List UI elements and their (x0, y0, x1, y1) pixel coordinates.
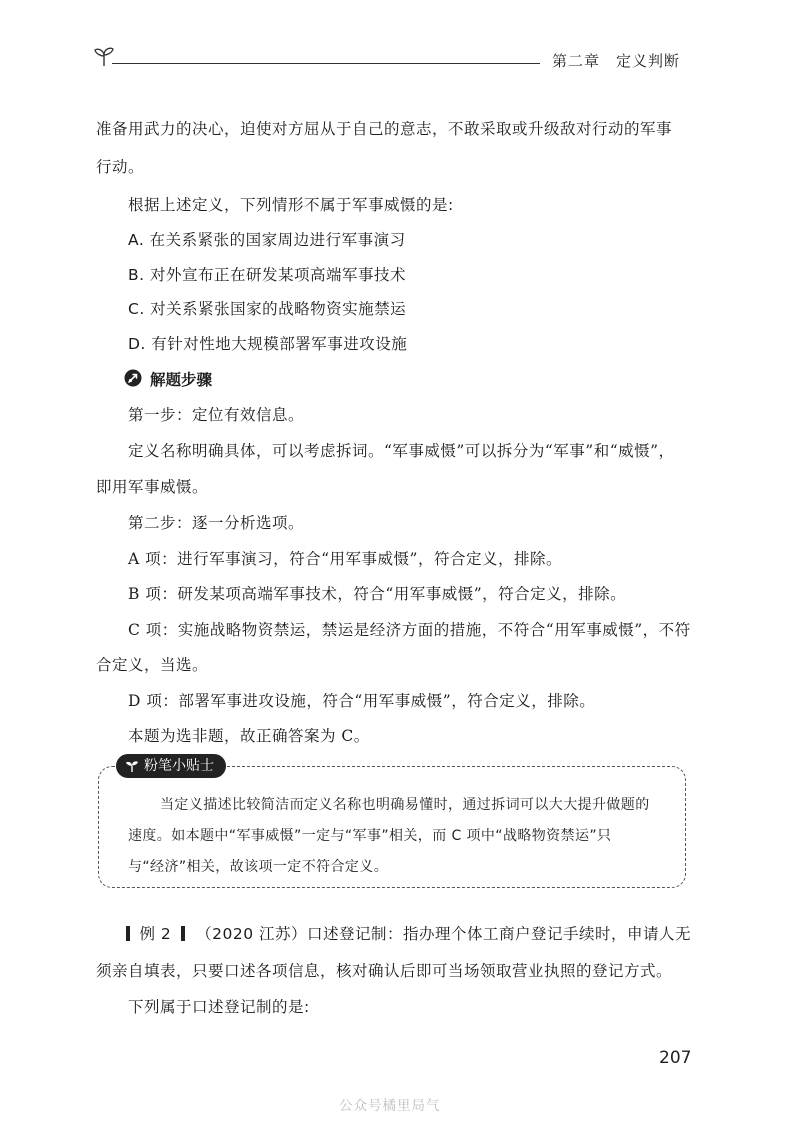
analysis-c-line-1: C 项：实施战略物资禁运，禁运是经济方面的措施，不符合“用军事威慑”，不符 (128, 621, 691, 639)
sprout-icon (124, 759, 140, 773)
sprout-icon (92, 44, 116, 68)
question-line-2: 行动。 (96, 158, 145, 176)
steps-icon (124, 369, 142, 387)
step-2: 第二步：逐一分析选项。 (128, 514, 305, 532)
answer-line: 本题为选非题，故正确答案为 C。 (128, 727, 370, 745)
option-b: B. 对外宣布正在研发某项高端军事技术 (128, 266, 406, 284)
tip-label: 粉笔小贴士 (144, 758, 214, 774)
analysis-a: A 项：进行军事演习，符合“用军事威慑”，符合定义，排除。 (128, 550, 562, 568)
tip-line-1: 当定义描述比较简洁而定义名称也明确易懂时，通过拆词可以大大提升做题的 (160, 797, 650, 813)
step-1: 第一步：定位有效信息。 (128, 406, 305, 424)
tip-line-2: 速度。如本题中“军事威慑”一定与“军事”相关，而 C 项中“战略物资禁运”只 (128, 828, 612, 844)
label-bar-right (181, 926, 185, 941)
header-rule (112, 63, 540, 64)
example-2-prompt: 下列属于口述登记制的是: (128, 998, 310, 1016)
chapter-label: 第二章 (552, 52, 601, 70)
option-c: C. 对关系紧张国家的战略物资实施禁运 (128, 300, 407, 318)
example-2-label: 例 2 (139, 925, 172, 943)
watermark: 公众号橘里局气 (339, 1098, 441, 1114)
option-a: A. 在关系紧张的国家周边进行军事演习 (128, 231, 406, 249)
section-label: 定义判断 (616, 52, 681, 70)
running-header (552, 50, 680, 71)
label-bar-left (126, 926, 130, 941)
question-line-1: 准备用武力的决心，迫使对方屈从于自己的意志，不敢采取或升级敌对行动的军事 (96, 120, 673, 138)
tip-line-3: 与“经济”相关，故该项一定不符合定义。 (128, 859, 389, 875)
step-1-para-line-2: 即用军事威慑。 (96, 478, 209, 496)
example-2-line-2: 须亲自填表，只要口述各项信息，核对确认后即可当场领取营业执照的登记方式。 (96, 962, 673, 980)
analysis-c-line-2: 合定义，当选。 (96, 656, 209, 674)
steps-title: 解题步骤 (150, 371, 213, 389)
analysis-b: B 项：研发某项高端军事技术，符合“用军事威慑”，符合定义，排除。 (128, 585, 627, 603)
analysis-d: D 项：部署军事进攻设施，符合“用军事威慑”，符合定义，排除。 (128, 692, 596, 710)
example-2-text-1: （2020 江苏）口述登记制：指办理个体工商户登记手续时，申请人无 (196, 925, 691, 943)
option-d: D. 有针对性地大规模部署军事进攻设施 (128, 335, 408, 353)
question-prompt: 根据上述定义，下列情形不属于军事威慑的是: (128, 196, 454, 214)
tip-label-tab (116, 754, 226, 778)
step-1-para-line-1: 定义名称明确具体，可以考虑拆词。“军事威慑”可以拆分为“军事”和“威慑”， (128, 442, 675, 460)
page-number: 207 (659, 1048, 692, 1068)
example-2-line-1 (126, 922, 691, 944)
